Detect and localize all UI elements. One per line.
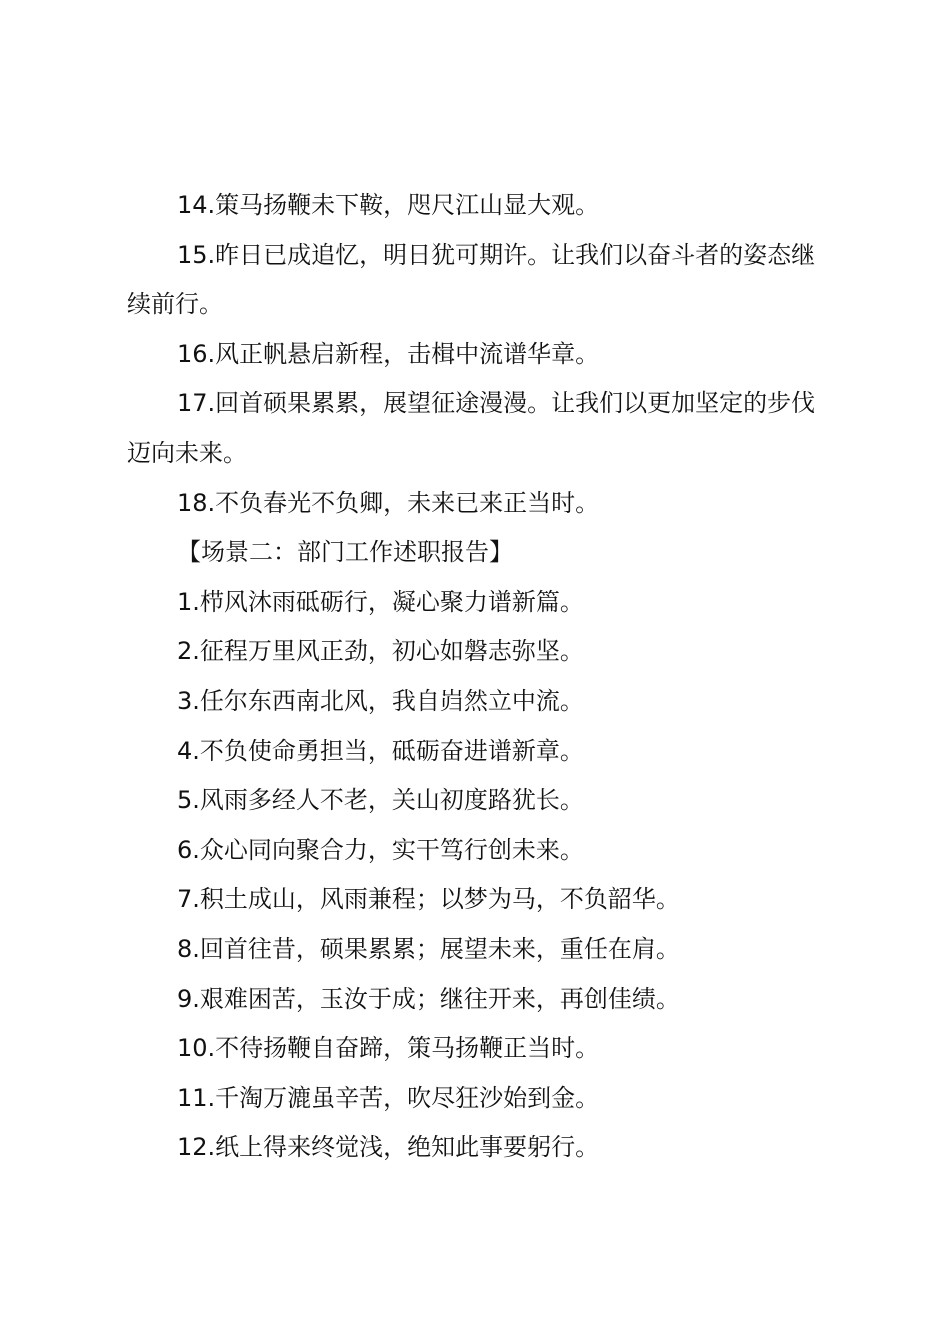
paragraph-item-4: 4.不负使命勇担当，砥砺奋进谱新章。: [177, 736, 584, 765]
paragraph-item-15: 15.昨日已成追忆，明日犹可期许。让我们以奋斗者的姿态继续前行。: [127, 240, 816, 319]
section-heading-scene-two: 【场景二：部门工作述职报告】: [177, 538, 513, 567]
paragraph-item-12: 12.纸上得来终觉浅，绝知此事要躬行。: [177, 1133, 600, 1162]
paragraph-item-9: 9.艰难困苦，玉汝于成；继往开来，再创佳绩。: [177, 984, 680, 1013]
document-body: [127, 181, 833, 1173]
paragraph-item-8: 8.回首往昔，硕果累累；展望未来，重任在肩。: [177, 934, 680, 963]
paragraph-item-18: 18.不负春光不负卿，未来已来正当时。: [177, 488, 600, 517]
paragraph-item-14: 14.策马扬鞭未下鞍，咫尺江山显大观。: [177, 191, 600, 219]
paragraph-item-1: 1.栉风沐雨砥砺行，凝心聚力谱新篇。: [177, 587, 584, 616]
paragraph-item-17: 17.回首硕果累累，展望征途漫漫。让我们以更加坚定的步伐迈向未来。: [127, 389, 816, 467]
paragraph-item-11: 11.千淘万漉虽辛苦，吹尽狂沙始到金。: [177, 1083, 600, 1112]
paragraph-item-16: 16.风正帆悬启新程，击楫中流谱华章。: [177, 339, 600, 368]
paragraph-item-2: 2.征程万里风正劲，初心如磐志弥坚。: [177, 637, 584, 666]
paragraph-item-10: 10.不待扬鞭自奋蹄，策马扬鞭正当时。: [177, 1034, 600, 1063]
paragraph-item-6: 6.众心同向聚合力，实干笃行创未来。: [177, 835, 584, 864]
paragraph-item-7: 7.积土成山，风雨兼程；以梦为马，不负韶华。: [177, 885, 680, 914]
paragraph-item-3: 3.任尔东西南北风，我自岿然立中流。: [177, 686, 584, 715]
paragraph-item-5: 5.风雨多经人不老，关山初度路犹长。: [177, 786, 584, 815]
